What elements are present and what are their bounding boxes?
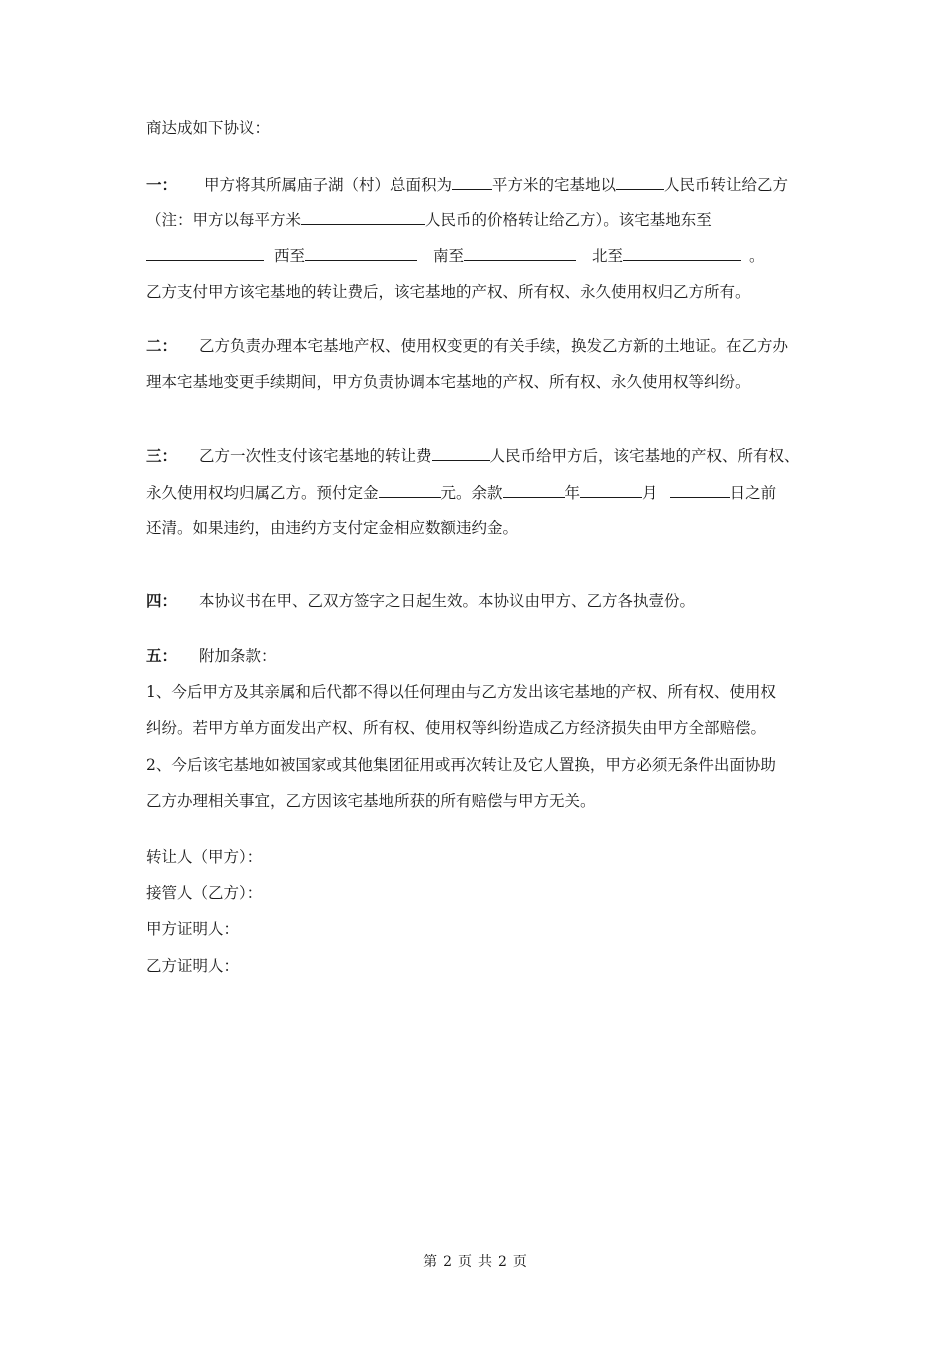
s3-text-b: 人民币给甲方后，该宅基地的产权、所有权、 <box>489 447 800 465</box>
clause-2-line-2: 乙方办理相关事宜，乙方因该宅基地所获的所有赔偿与甲方无关。 <box>146 792 596 810</box>
s1-text-d: （注：甲方以每平方米 <box>146 211 302 229</box>
section-1-line-1 <box>146 172 788 196</box>
section-2-line-1 <box>146 335 788 357</box>
s5-title-text: 附加条款： <box>199 647 277 665</box>
label-month: 月 <box>642 484 658 502</box>
label-west: 西至 <box>274 247 306 265</box>
section-2-heading: 二： <box>146 336 178 355</box>
s3-text-a: 乙方一次性支付该宅基地的转让费 <box>199 447 432 465</box>
blank-area[interactable] <box>452 172 492 190</box>
period: 。 <box>749 247 765 265</box>
blank-south[interactable] <box>464 243 576 261</box>
signature-transferor: 转让人（甲方）： <box>146 848 263 866</box>
s1-text-c: 人民币转让给乙方 <box>663 176 788 194</box>
blank-balance[interactable] <box>503 480 565 498</box>
blank-fee[interactable] <box>432 443 490 461</box>
s3-text-d: 元。余款 <box>440 484 503 502</box>
section-2-line-2: 理本宅基地变更手续期间，甲方负责协调本宅基地的产权、所有权、永久使用权等纠纷。 <box>146 373 751 391</box>
section-1-line-2 <box>146 207 712 231</box>
section-1-line-4: 乙方支付甲方该宅基地的转让费后，该宅基地的产权、所有权、永久使用权归乙方所有。 <box>146 283 751 301</box>
label-north: 北至 <box>592 247 624 265</box>
intro-line: 商达成如下协议： <box>146 119 271 137</box>
s2-text-1: 乙方负责办理本宅基地产权、使用权变更的有关手续，换发乙方新的土地证。在乙方办 <box>199 337 789 355</box>
s3-text-c: 永久使用权均归属乙方。预付定金 <box>146 484 379 502</box>
blank-north[interactable] <box>623 243 741 261</box>
s1-text-e: 人民币的价格转让给乙方）。该宅基地东至 <box>425 211 712 229</box>
section-5-title <box>146 645 277 667</box>
footer-total-pages: 2 <box>498 1254 507 1270</box>
footer-page-number: 2 <box>443 1254 452 1270</box>
section-3-line-1 <box>146 443 800 467</box>
section-4-line <box>146 590 695 612</box>
blank-deposit[interactable] <box>379 480 441 498</box>
blank-day[interactable] <box>670 480 730 498</box>
signature-receiver: 接管人（乙方）： <box>146 884 263 902</box>
blank-west[interactable] <box>305 243 417 261</box>
section-3-heading: 三： <box>146 446 178 465</box>
s1-text-a: 甲方将其所属庙子湖（村）总面积为 <box>203 176 452 194</box>
footer-ye: 页 <box>458 1254 472 1270</box>
clause-1-line-2: 纠纷。若甲方单方面发出产权、所有权、使用权等纠纷造成乙方经济损失由甲方全部赔偿。 <box>146 719 767 737</box>
label-south: 南至 <box>433 247 465 265</box>
blank-east[interactable] <box>146 243 264 261</box>
clause-2-line-1: 2、今后该宅基地如被国家或其他集团征用或再次转让及它人置换，甲方必须无条件出面协助 <box>146 756 776 774</box>
signature-witness-a: 甲方证明人： <box>146 920 240 938</box>
label-day: 日之前 <box>729 484 777 502</box>
section-1-heading: 一： <box>146 175 178 194</box>
page-footer <box>0 1252 950 1272</box>
footer-di: 第 <box>423 1254 438 1270</box>
section-3-line-2 <box>146 480 776 504</box>
blank-price[interactable] <box>616 172 664 190</box>
section-4-heading: 四： <box>146 591 178 610</box>
blank-year[interactable] <box>580 480 642 498</box>
section-5-heading: 五： <box>146 646 178 665</box>
s1-text-b: 平方米的宅基地以 <box>491 176 616 194</box>
label-year: 年 <box>564 484 581 502</box>
footer-ye-2: 页 <box>512 1254 527 1270</box>
signature-witness-b: 乙方证明人： <box>146 957 240 975</box>
footer-gong: 共 <box>478 1254 492 1270</box>
section-3-line-3: 还清。如果违约，由违约方支付定金相应数额违约金。 <box>146 519 519 537</box>
s4-text: 本协议书在甲、乙双方签字之日起生效。本协议由甲方、乙方各执壹份。 <box>199 592 696 610</box>
section-1-line-3 <box>146 243 765 267</box>
blank-unit-price[interactable] <box>301 207 425 225</box>
clause-1-line-1: 1、今后甲方及其亲属和后代都不得以任何理由与乙方发出该宅基地的产权、所有权、使用权 <box>146 683 776 701</box>
